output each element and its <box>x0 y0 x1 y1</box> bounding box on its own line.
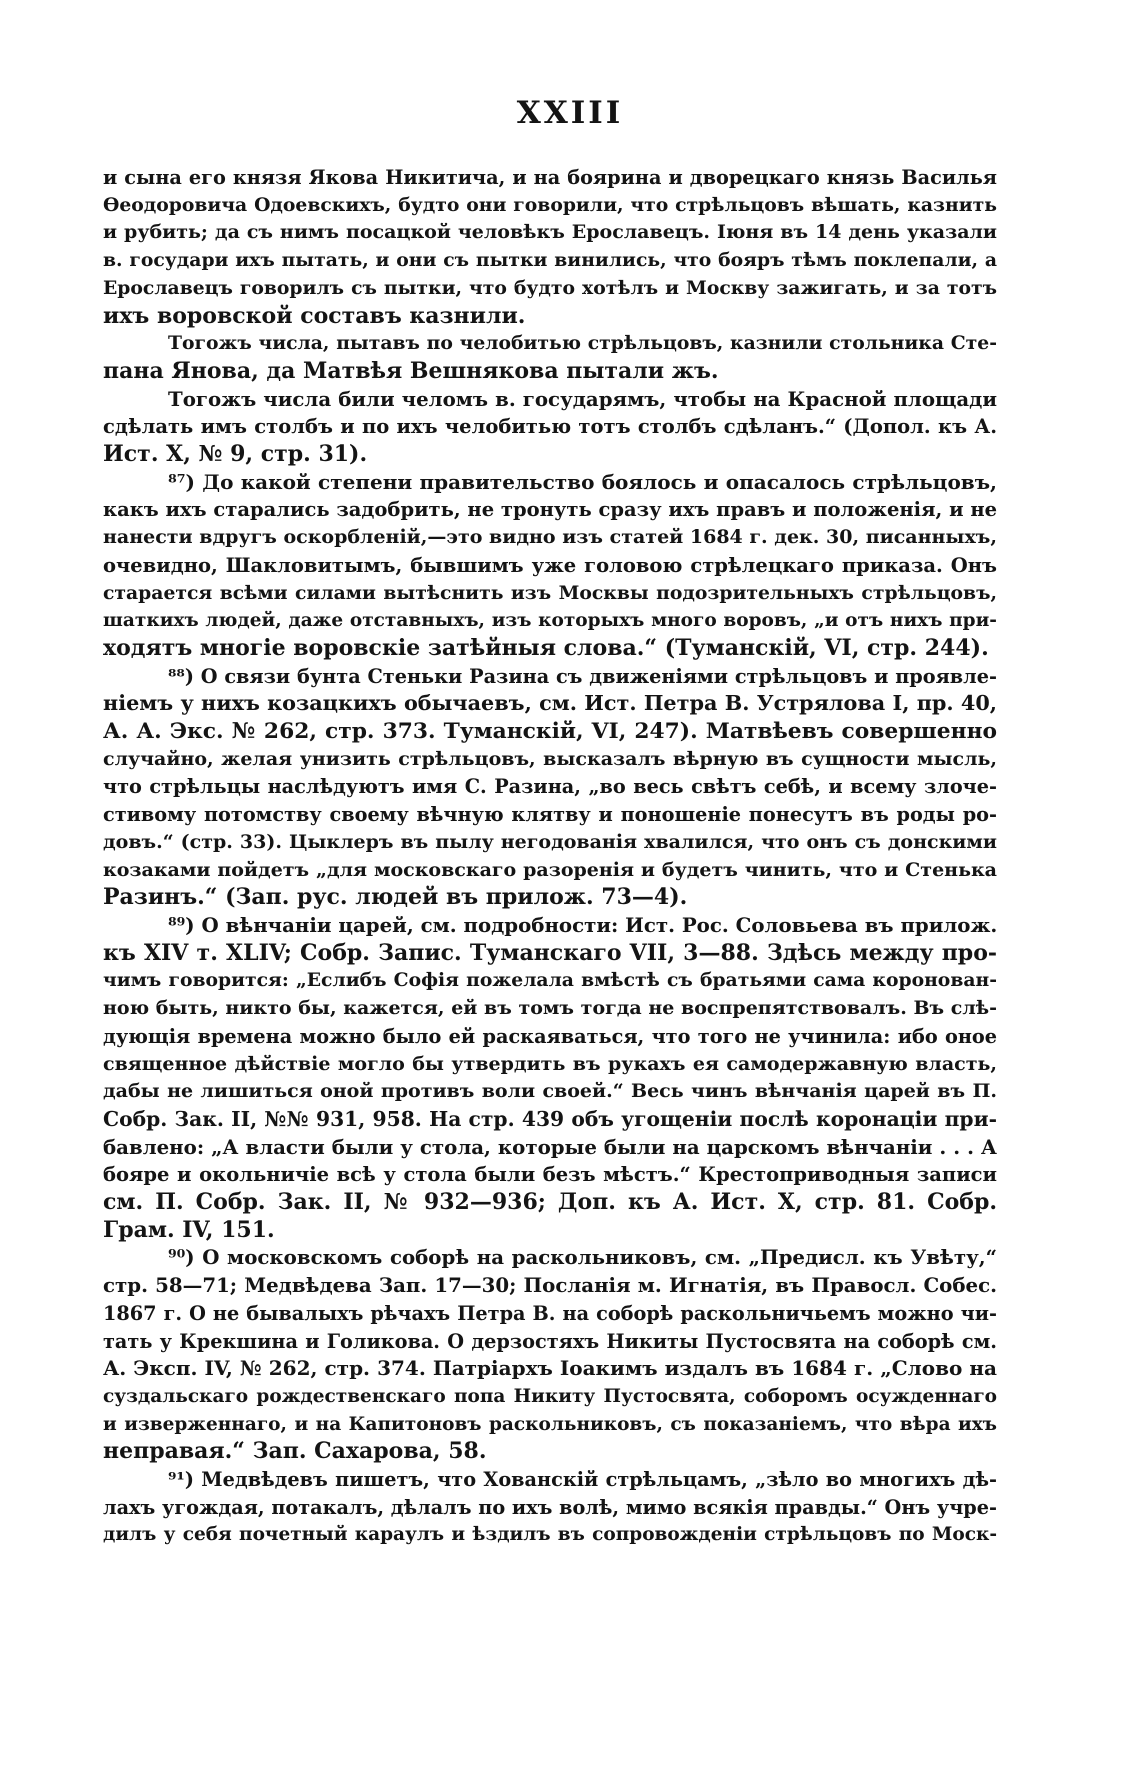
text-line: Тогожъ числа били челомъ в. государямъ, чтобы на Красной площади <box>168 386 997 411</box>
text-line: лахъ угождая, потакалъ, дѣлалъ по ихъ волѣ, мимо всякія правды.“ Онъ учре- <box>103 1495 997 1519</box>
text-line: дабы не лишиться оной противъ воли своей.“ Весь чинъ вѣнчанія царей въ П. <box>103 1080 997 1103</box>
footnote-89-start: ⁸⁹) О вѣнчаніи царей, см. подробности: Ист. Рос. Соловьева въ прилож. <box>168 912 998 937</box>
text-line: в. государи ихъ пытать, и они съ пытки винились, что бояръ тѣмъ поклепали, а <box>103 249 997 272</box>
text-line: старается всѣми силами вытѣснить изъ Москвы подозрительныхъ стрѣльцовъ, <box>103 581 997 604</box>
text-line: шаткихъ людей, даже отставныхъ, изъ которыхъ много воровъ, „и отъ нихъ при- <box>103 610 997 632</box>
text-line: довъ.“ (стр. 33). Цыклеръ въ пылу негодованія хвалился, что онъ съ донскими <box>103 830 997 853</box>
text-line: неправая.“ Зап. Сахарова, 58. <box>103 1438 487 1465</box>
text-line: дующія времена можно было ей раскаяваться, что того не учинила: ибо оное <box>103 1024 997 1048</box>
text-line: случайно, желая унизить стрѣльцовъ, высказалъ вѣрную въ сущности мысль, <box>103 747 997 770</box>
text-line: чимъ говорится: „Еслибъ Софія пожелала вмѣстѣ съ братьями сама коронован- <box>103 969 997 992</box>
text-line: дилъ у себя почетный караулъ и ѣздилъ въ сопровожденіи стрѣльцовъ по Моск- <box>103 1524 997 1546</box>
text-line: ною быть, никто бы, кажется, ей въ томъ тогда не воспрепятствовалъ. Въ слѣ- <box>103 997 997 1020</box>
text-line: ихъ воровской составъ казнили. <box>103 302 526 329</box>
text-line: ходятъ многіе воровскіе затѣйныя слова.“ (Туманскій, VI, стр. 244). <box>103 634 989 661</box>
text-line: стр. 58—71; Медвѣдева Зап. 17—30; Посланія м. Игнатія, въ Правосл. Собес. <box>103 1273 997 1298</box>
text-line: А. Эксп. IV, № 262, стр. 374. Патріархъ Іоакимъ издалъ въ 1684 г. „Слово на <box>103 1356 997 1381</box>
text-line: и рубить; да съ нимъ посацкой человѣкъ Ерославецъ. Іюня въ 14 день указали <box>103 221 997 244</box>
text-line: Тогожъ числа, пытавъ по челобитью стрѣльцовъ, казнили стольника Сте- <box>168 332 997 355</box>
body-text <box>103 164 997 1549</box>
text-line: пана Янова, да Матвѣя Вешнякова пытали жъ. <box>103 357 719 384</box>
text-line: А. А. Экс. № 262, стр. 373. Туманскій, VI, 247). Матвѣевъ совершенно <box>103 719 997 745</box>
text-line: Собр. Зак. II, №№ 931, 958. На стр. 439 объ угощеніи послѣ коронаціи при- <box>103 1106 997 1131</box>
text-line: нанести вдругъ оскорбленій,—это видно изъ статей 1684 г. дек. 30, писанныхъ, <box>103 526 997 549</box>
footnote-88-start: ⁸⁸) О связи бунта Стеньки Разина съ движеніями стрѣльцовъ и проявле- <box>168 664 997 688</box>
text-line: 1867 г. О не бывалыхъ рѣчахъ Петра В. на соборѣ раскольничьемъ можно чи- <box>103 1301 997 1325</box>
text-line: стивому потомству своему вѣчную клятву и поношеніе понесутъ въ роды ро- <box>103 803 997 827</box>
footnote-90-start: ⁹⁰) О московскомъ соборѣ на раскольниковъ, см. „Предисл. къ Увѣту,“ <box>168 1245 997 1270</box>
text-line: Ерославецъ говорилъ съ пытки, что будто хотѣлъ и Москву зажигать, и за тотъ <box>103 276 997 299</box>
text-line: какъ ихъ старались задобрить, не тронуть сразу ихъ правъ и положенія, и не <box>103 498 998 522</box>
text-line: что стрѣльцы наслѣдуютъ имя С. Разина, „во весь свѣтъ себѣ, и всему злоче- <box>103 775 997 799</box>
text-line: см. П. Собр. Зак. II, № 932—936; Доп. къ А. Ист. X, стр. 81. Собр. <box>103 1189 997 1216</box>
text-line: Ист. X, № 9, стр. 31). <box>103 441 368 468</box>
text-line: къ XIV т. XLIV; Собр. Запис. Туманскаго VII, 3—88. Здѣсь между про- <box>103 939 997 966</box>
text-line: сдѣлать имъ столбъ и по ихъ челобитью тотъ столбъ сдѣланъ.“ (Допол. къ А. <box>103 415 997 439</box>
text-line: ніемъ у нихъ козацкихъ обычаевъ, см. Ист. Петра В. Устрялова I, пр. 40, <box>103 691 997 716</box>
text-line: и изверженнаго, и на Капитоновъ раскольниковъ, съ показаніемъ, что вѣра ихъ <box>103 1413 997 1435</box>
text-line: Ѳеодоровича Одоевскихъ, будто они говорили, что стрѣльцовъ вѣшать, казнить <box>103 193 997 216</box>
text-line: козаками пойдетъ „для московскаго разоренія и будетъ чинить, что и Стенька <box>103 858 997 881</box>
footnote-87-start: ⁸⁷) До какой степени правительство боялось и опасалось стрѣльцовъ, <box>168 469 997 494</box>
text-line: священное дѣйствіе могло бы утвердить въ рукахъ ея самодержавную власть, <box>103 1052 997 1075</box>
text-line: Разинъ.“ (Зап. рус. людей въ прилож. 73—4). <box>103 884 688 911</box>
text-line: тать у Крекшина и Голикова. О дерзостяхъ Никиты Пустосвята на соборѣ см. <box>103 1329 997 1353</box>
text-line: Грам. IV, 151. <box>103 1216 275 1243</box>
text-line: бояре и окольничіе всѣ у стола были безъ мѣстъ.“ Крестоприводныя записи <box>103 1163 997 1187</box>
text-line: очевидно, Шакловитымъ, бывшимъ уже головою стрѣлецкаго приказа. Онъ <box>103 553 997 577</box>
text-line: и сына его князя Якова Никитича, и на боярина и дворецкаго князь Василья <box>103 166 997 189</box>
page-number: XXIII <box>516 95 624 131</box>
text-line: суздальскаго рождественскаго попа Никиту Пустосвята, соборомъ осужденнаго <box>103 1385 997 1407</box>
footnote-91-start: ⁹¹) Медвѣдевъ пишетъ, что Хованскій стрѣльцамъ, „зѣло во многихъ дѣ- <box>168 1468 997 1492</box>
text-line: бавлено: „А власти были у стола, которые были на царскомъ вѣнчаніи . . . А <box>103 1134 997 1159</box>
